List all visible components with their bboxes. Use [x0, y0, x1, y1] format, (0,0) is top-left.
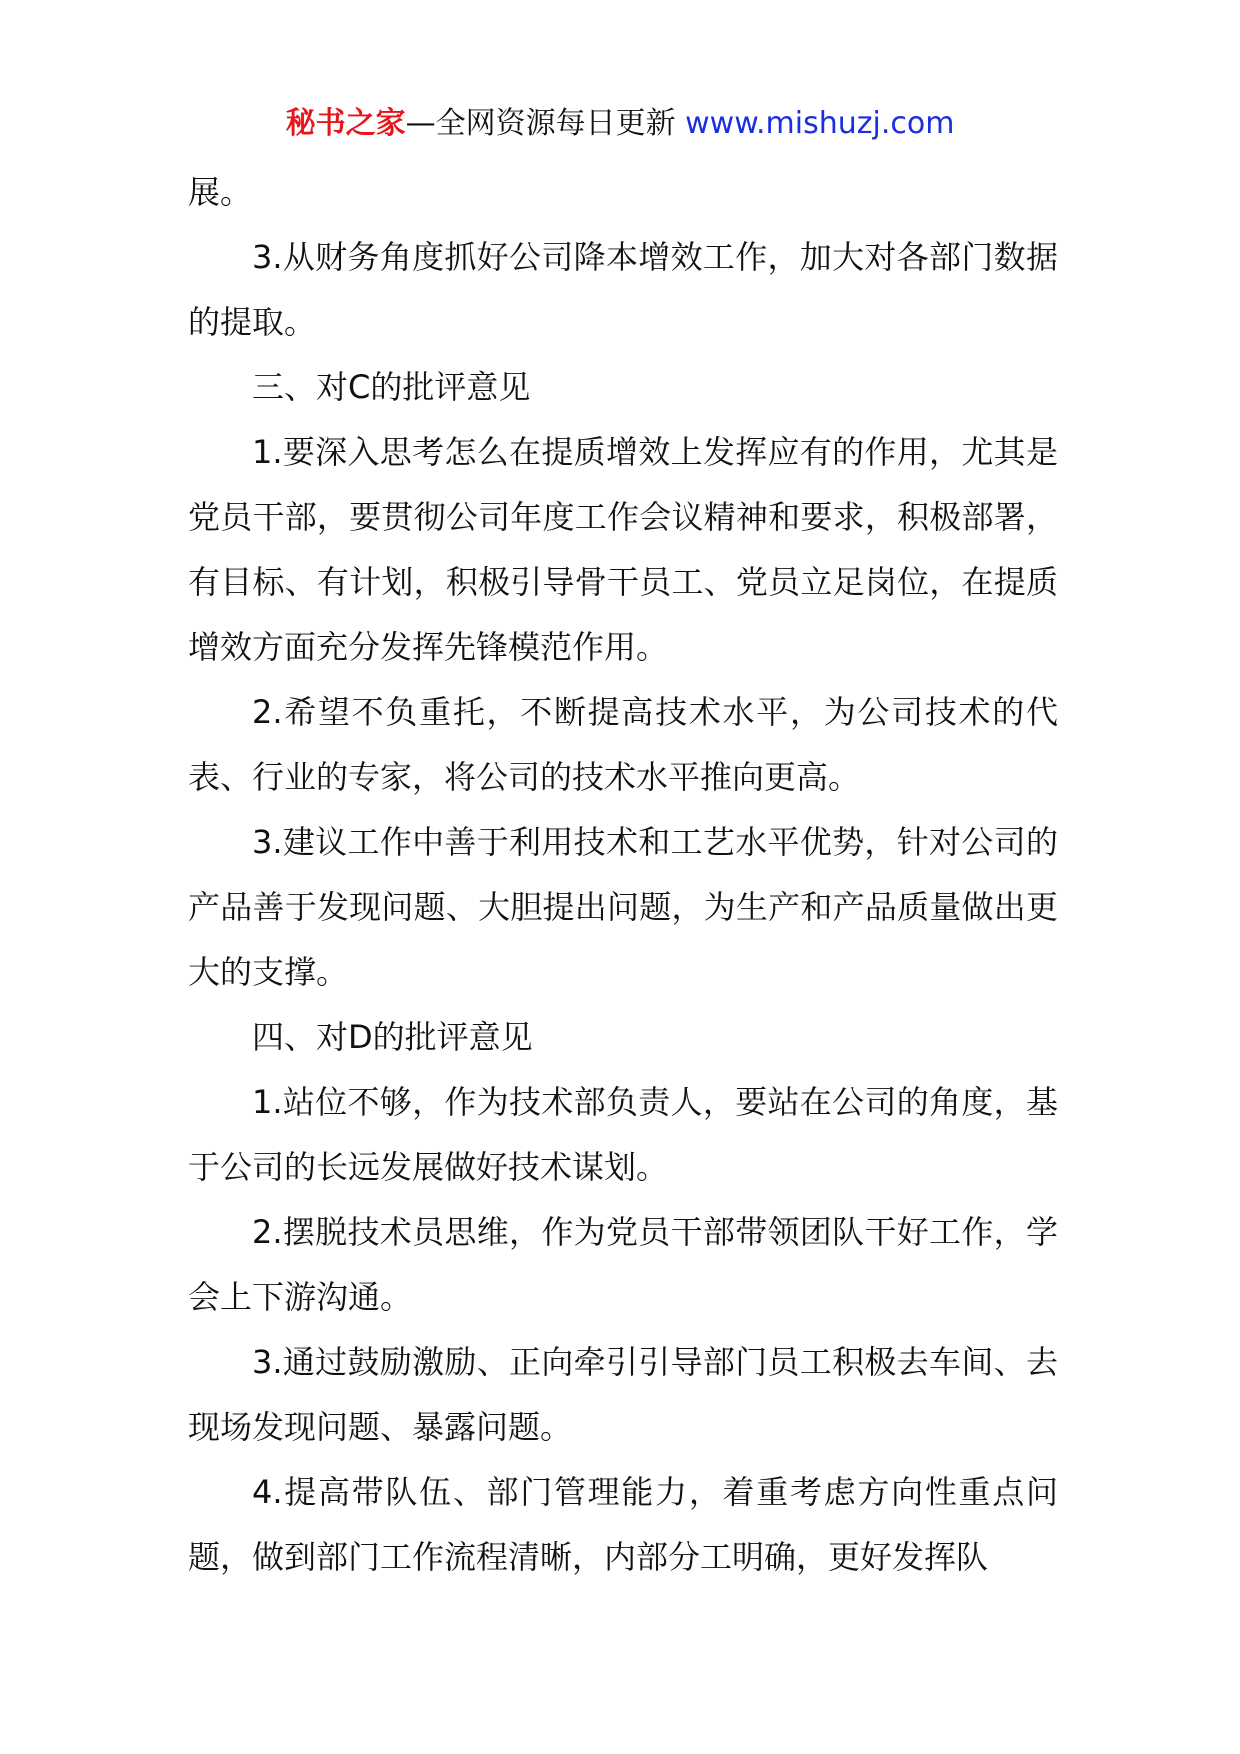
brand-name: 秘书之家: [285, 106, 406, 141]
paragraph-continuation: 展。: [188, 173, 253, 211]
section-heading: 四、对D的批评意见: [252, 1018, 533, 1056]
document-body: [188, 160, 1058, 1590]
paragraph: 2.摆脱技术员思维，作为党员干部带领团队干好工作，学会上下游沟通。: [188, 1213, 1058, 1316]
paragraph: 1.要深入思考怎么在提质增效上发挥应有的作用，尤其是党员干部，要贯彻公司年度工作会议精神和要求，积极部署，有目标、有计划，积极引导骨干员工、党员立足岗位，在提质增效方面充分发挥先锋模范作用。: [188, 433, 1058, 666]
site-url-link[interactable]: www.mishuzj.com: [685, 106, 955, 141]
paragraph: 1.站位不够，作为技术部负责人，要站在公司的角度，基于公司的长远发展做好技术谋划。: [188, 1083, 1058, 1186]
paragraph: 4.提高带队伍、部门管理能力，着重考虑方向性重点问题，做到部门工作流程清晰，内部分工明确，更好发挥队: [188, 1473, 1058, 1576]
paragraph: 2.希望不负重托，不断提高技术水平，为公司技术的代表、行业的专家，将公司的技术水平推向更高。: [188, 693, 1058, 796]
section-heading: 三、对C的批评意见: [252, 368, 531, 406]
paragraph: 3.从财务角度抓好公司降本增效工作，加大对各部门数据的提取。: [188, 238, 1058, 341]
header-slogan: —全网资源每日更新: [405, 106, 676, 141]
paragraph: 3.建议工作中善于利用技术和工艺水平优势，针对公司的产品善于发现问题、大胆提出问题，为生产和产品质量做出更大的支撑。: [188, 823, 1058, 991]
page-header: [0, 104, 1240, 144]
paragraph: 3.通过鼓励激励、正向牵引引导部门员工积极去车间、去现场发现问题、暴露问题。: [188, 1343, 1058, 1446]
